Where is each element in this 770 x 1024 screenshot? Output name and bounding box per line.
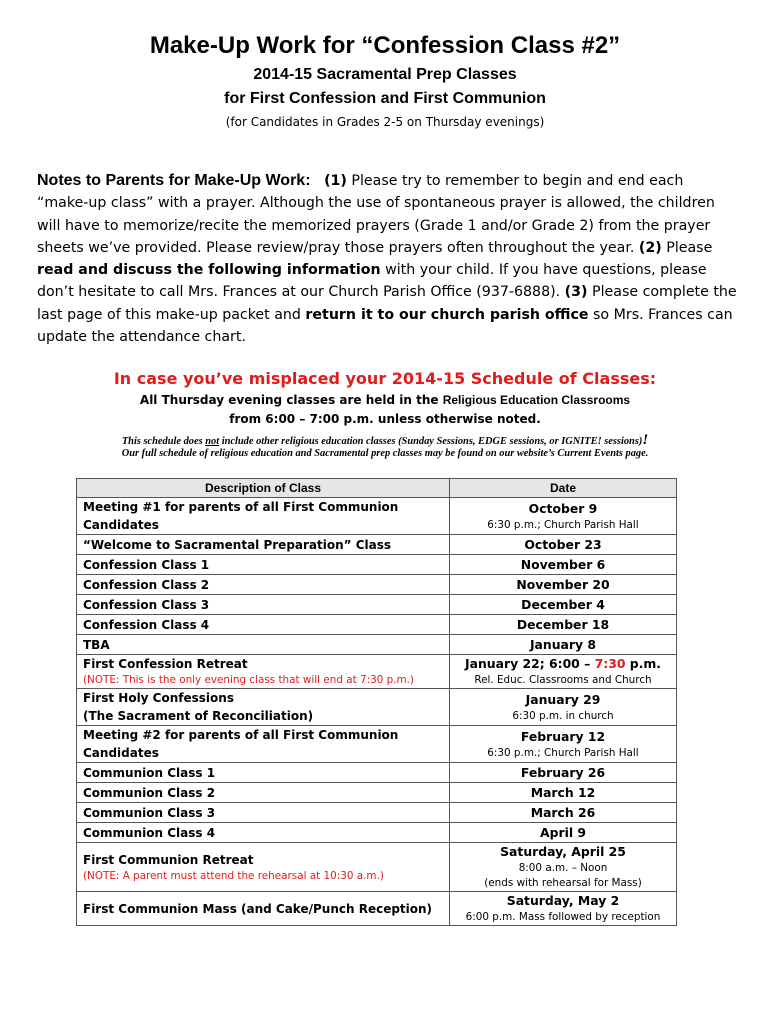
row-date-detail: 6:00 p.m. Mass followed by reception: [465, 911, 661, 923]
schedule-time-text: from: [229, 412, 266, 426]
subtitle-classes: 2014-15 Sacramental Prep Classes: [253, 66, 517, 83]
row-date-cell: [450, 803, 677, 823]
note-number-2: (2): [638, 239, 662, 256]
schedule-time: [0, 412, 770, 426]
row-description: “Welcome to Sacramental Preparation” Class: [77, 535, 450, 555]
table-row: [77, 655, 677, 689]
row-date: Saturday, May 2: [506, 893, 620, 908]
row-description: First Holy Confessions: [83, 691, 234, 705]
schedule-location-text: All Thursday evening classes are held in the: [139, 393, 443, 407]
row-description: Communion Class 3: [77, 803, 450, 823]
row-note: (NOTE: A parent must attend the rehearsal at 10:30 a.m.): [83, 869, 384, 882]
row-date: November 20: [516, 576, 610, 592]
row-description: Confession Class 2: [77, 575, 450, 595]
table-row: [77, 498, 677, 535]
table-row: [77, 635, 677, 655]
row-date-cell: [450, 535, 677, 555]
col-header-date: Date: [450, 479, 677, 498]
row-date: [456, 655, 670, 673]
row-description: TBA: [77, 635, 450, 655]
disclaimer-text-a: This schedule does: [121, 436, 206, 447]
table-row: [77, 535, 677, 555]
subtitle-candidates: (for Candidates in Grades 2-5 on Thursday evenings): [225, 115, 545, 129]
table-row: [77, 726, 677, 763]
row-date: March 12: [530, 784, 596, 800]
note-number-1: (1): [324, 173, 347, 189]
row-date: January 29: [525, 691, 601, 707]
row-date-cell: [450, 635, 677, 655]
row-description: Confession Class 4: [77, 615, 450, 635]
schedule-disclaimer: [0, 432, 770, 449]
table-row: [77, 575, 677, 595]
row-date-cell: [450, 843, 677, 892]
row-date: October 9: [528, 500, 598, 516]
row-description: Communion Class 2: [77, 783, 450, 803]
row-date-detail: 6:30 p.m.; Church Parish Hall: [487, 518, 639, 531]
note-text-1: Please try to remember to begin and end each “make-up class” with a prayer. Although the use of spontaneous prayer is allowed, the children will have to memorize/recite the memorized prayers (Grade 1 and/or Grade 2) from the prayer sheets we’ve provided. Please review/pray those prayers often throughout the year.: [37, 173, 715, 256]
row-date: February 12: [520, 728, 606, 744]
disclaimer-exclaim: !: [642, 432, 649, 448]
table-row: [77, 555, 677, 575]
row-date: Saturday, April 25: [500, 844, 626, 859]
row-description-cell: [77, 843, 450, 892]
row-date-start: January 22; 6:00 –: [465, 656, 595, 671]
schedule-time-note: unless otherwise noted.: [373, 412, 541, 426]
row-date-detail: 6:30 p.m. in church: [512, 709, 614, 722]
notes-heading: Notes to Parents for Make-Up Work:: [37, 172, 311, 189]
row-date-cell: [450, 575, 677, 595]
row-description-cell: [77, 655, 450, 689]
row-date-suffix: p.m.: [625, 656, 661, 671]
row-date: January 8: [529, 636, 597, 652]
note-text-2: Please: [661, 239, 713, 256]
row-description: Meeting #2 for parents of all First Communion Candidates: [77, 726, 450, 763]
note-bold-3: return it to our church parish office: [305, 306, 589, 323]
notes-paragraph: [37, 170, 737, 348]
row-date-cell: [450, 763, 677, 783]
schedule-website-note: Our full schedule of religious education and Sacramental prep classes may be found on our website’s Current Events page.: [121, 448, 649, 459]
row-date-cell: [450, 498, 677, 535]
row-description-cell: [77, 689, 450, 726]
subtitle-sacraments: for First Confession and First Communion: [224, 90, 546, 107]
row-note: (NOTE: This is the only evening class that will end at 7:30 p.m.): [83, 674, 414, 686]
schedule-location: [0, 393, 770, 407]
schedule-heading: In case you’ve misplaced your 2014-15 Schedule of Classes:: [113, 369, 657, 388]
table-row: [77, 783, 677, 803]
row-date-cell: [450, 726, 677, 763]
row-description: Confession Class 1: [77, 555, 450, 575]
disclaimer-not: not: [205, 436, 220, 447]
row-date: February 26: [520, 764, 606, 780]
row-description: Meeting #1 for parents of all First Communion Candidates: [77, 498, 450, 535]
row-description: Communion Class 1: [77, 763, 450, 783]
table-row: [77, 763, 677, 783]
row-date-detail-2: (ends with rehearsal for Mass): [484, 877, 642, 889]
row-date-detail: 6:30 p.m.; Church Parish Hall: [487, 746, 639, 759]
note-number-3: (3): [564, 284, 588, 301]
row-date-end-time: 7:30: [594, 656, 626, 671]
row-date-cell: [450, 689, 677, 726]
row-date: March 26: [530, 804, 596, 820]
table-row: [77, 803, 677, 823]
row-date-cell: [450, 615, 677, 635]
table-row: [77, 892, 677, 926]
row-date-detail: Rel. Educ. Classrooms and Church: [474, 674, 652, 686]
table-header-row: [77, 479, 677, 498]
table-row: [77, 843, 677, 892]
row-date: December 18: [516, 616, 610, 632]
row-date-cell: [450, 783, 677, 803]
note-text-5: so Mrs. Frances can update the attendance chart.: [37, 306, 733, 346]
row-description: First Communion Mass (and Cake/Punch Reception): [77, 892, 450, 926]
row-date-cell: [450, 823, 677, 843]
table-row: [77, 823, 677, 843]
schedule-location-room: Religious Education Classrooms: [442, 393, 631, 407]
schedule-time-range: 6:00 – 7:00 p.m.: [265, 412, 374, 426]
note-text-4: Please complete the last page of this make-up packet and: [37, 284, 737, 323]
row-description: First Confession Retreat: [83, 657, 248, 671]
row-date: December 4: [521, 596, 605, 612]
page-title: Make-Up Work for “Confession Class #2”: [149, 32, 621, 59]
row-description: First Communion Retreat: [83, 852, 254, 867]
row-date: April 9: [540, 824, 586, 840]
row-description: Communion Class 4: [77, 823, 450, 843]
row-date-cell: [450, 555, 677, 575]
table-row: [77, 689, 677, 726]
col-header-description: Description of Class: [77, 479, 450, 498]
row-date-cell: [450, 595, 677, 615]
row-description: Confession Class 3: [77, 595, 450, 615]
row-date-cell: [450, 892, 677, 926]
disclaimer-text-c: include other religious education classes (Sunday Sessions, EDGE sessions, or IGNITE! sessions): [219, 436, 643, 447]
row-date: October 23: [524, 536, 602, 552]
row-date: November 6: [520, 556, 606, 572]
row-description-2: (The Sacrament of Reconciliation): [83, 709, 314, 723]
row-date-cell: [450, 655, 677, 689]
note-text-3: with your child. If you have questions, please don’t hesitate to call Mrs. Frances at our Church Parish Office (937-6888).: [37, 262, 707, 301]
table-row: [77, 615, 677, 635]
schedule-table: [76, 478, 677, 926]
table-row: [77, 595, 677, 615]
row-date-detail: 8:00 a.m. – Noon: [518, 862, 608, 874]
note-bold-2: read and discuss the following information: [37, 262, 381, 279]
